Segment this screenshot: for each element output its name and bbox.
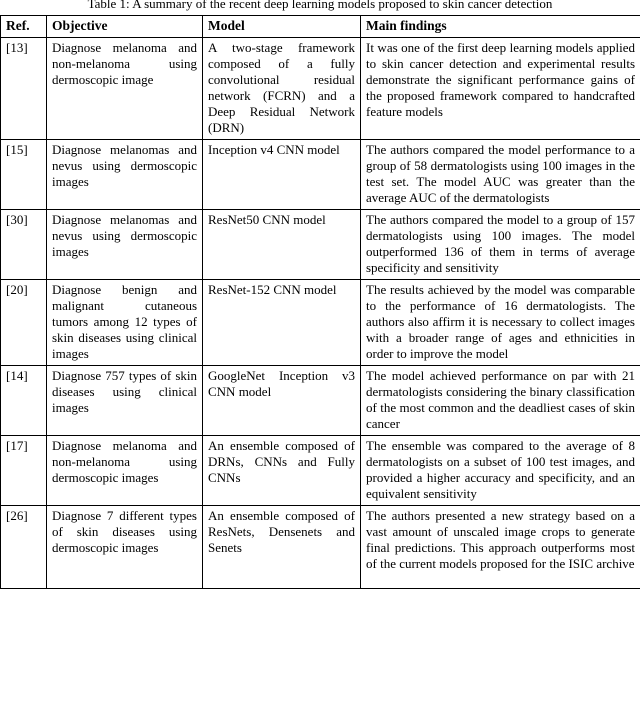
- table-row: [1, 140, 640, 210]
- cell-ref: [13]: [1, 38, 47, 140]
- cell-findings: The authors compared the model to a group of 157 dermatologists using 100 images. The model outperformed 136 of them in terms of average specificity and sensitivity: [361, 210, 640, 280]
- cell-ref: [30]: [1, 210, 47, 280]
- cell-model: A two-stage framework composed of a fully convolutional residual network (FCRN) and a Deep Residual Network (DRN): [203, 38, 361, 140]
- cell-findings: The ensemble was compared to the average of 8 dermatologists on a subset of 100 test images, and provided a higher accuracy and specificity, and an equivalent sensitivity: [361, 436, 640, 506]
- table-caption: Table 1: A summary of the recent deep learning models proposed to skin cancer detection: [87, 0, 553, 11]
- cell-objective: Diagnose benign and malignant cutaneous tumors among 12 types of skin diseases using clinical images: [47, 280, 203, 366]
- cell-ref: [20]: [1, 280, 47, 366]
- cell-objective: Diagnose melanoma and non-melanoma using dermoscopic images: [47, 436, 203, 506]
- cell-objective: Diagnose melanoma and non-melanoma using dermoscopic image: [47, 38, 203, 140]
- table-row: [1, 38, 640, 140]
- cell-findings: The model achieved performance on par with 21 dermatologists considering the binary classification of the most common and the deadliest cases of skin cancer: [361, 366, 640, 436]
- cell-objective: Diagnose melanomas and nevus using dermoscopic images: [47, 140, 203, 210]
- cell-model: ResNet-152 CNN model: [203, 280, 361, 366]
- table-row: [1, 210, 640, 280]
- cell-objective: Diagnose 7 different types of skin diseases using dermoscopic images: [47, 506, 203, 589]
- cell-findings: The authors compared the model performance to a group of 58 dermatologists using 100 images in the test set. The model AUC was greater than the average AUC of the dermatologists: [361, 140, 640, 210]
- cell-findings: The authors presented a new strategy based on a vast amount of unscaled image crops to generate final predictions. This approach outperforms most of the current models proposed for the ISIC archive: [361, 506, 640, 589]
- header-row: [1, 16, 640, 38]
- cell-model: GoogleNet Inception v3 CNN model: [203, 366, 361, 436]
- table-row: [1, 436, 640, 506]
- cell-model: An ensemble composed of DRNs, CNNs and Fully CNNs: [203, 436, 361, 506]
- cell-objective: Diagnose melanomas and nevus using dermoscopic images: [47, 210, 203, 280]
- column-header-model: Model: [203, 16, 361, 38]
- cell-ref: [14]: [1, 366, 47, 436]
- table-row: [1, 280, 640, 366]
- column-header-ref: Ref.: [1, 16, 47, 38]
- cell-ref: [26]: [1, 506, 47, 589]
- table-row: [1, 506, 640, 589]
- cell-ref: [17]: [1, 436, 47, 506]
- cell-ref: [15]: [1, 140, 47, 210]
- column-header-objective: Objective: [47, 16, 203, 38]
- summary-table: [0, 15, 640, 589]
- cell-model: Inception v4 CNN model: [203, 140, 361, 210]
- cell-model: ResNet50 CNN model: [203, 210, 361, 280]
- cell-findings: It was one of the first deep learning models applied to skin cancer detection and experimental results demonstrate the significant performance gains of the proposed framework compared to handcrafted feature models: [361, 38, 640, 140]
- cell-findings: The results achieved by the model was comparable to the performance of 16 dermatologists. The authors also affirm it is necessary to collect images with a broader range of ages and ethnicities in order to improve the model: [361, 280, 640, 366]
- cell-objective: Diagnose 757 types of skin diseases using clinical images: [47, 366, 203, 436]
- cell-model: An ensemble composed of ResNets, Densenets and Senets: [203, 506, 361, 589]
- column-header-findings: Main findings: [361, 16, 640, 38]
- table-row: [1, 366, 640, 436]
